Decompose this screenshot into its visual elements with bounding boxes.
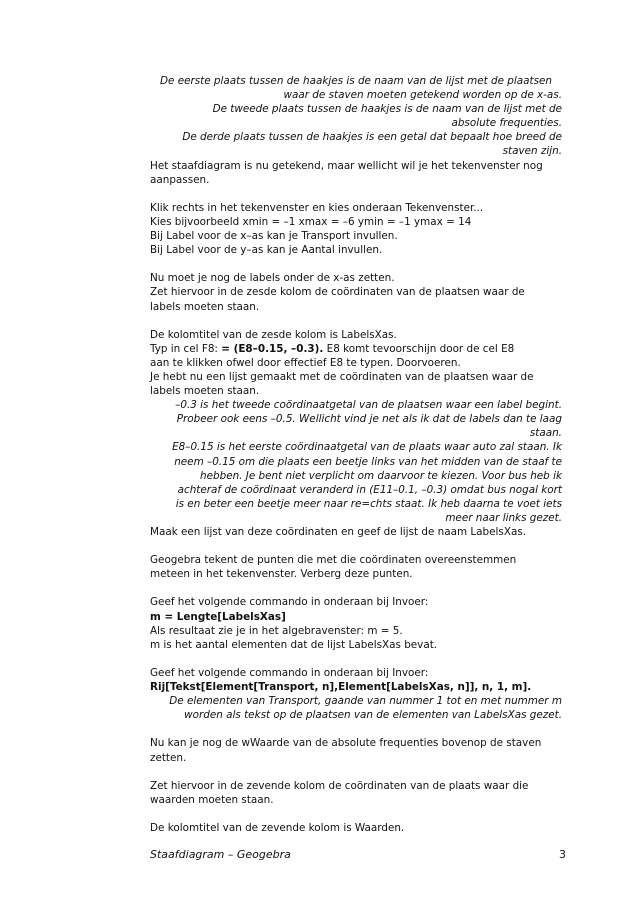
- text-span: Kies bijvoorbeeld xmin = –1 xmax = –6 ymin = –1 ymax = 14: [150, 215, 472, 228]
- text-line: [150, 680, 562, 694]
- text-line: [150, 638, 562, 652]
- text-span: aanpassen.: [150, 173, 210, 186]
- text-span: De eerste plaats tussen de haakjes is de naam van de lijst met de plaatsen: [160, 75, 552, 87]
- text-line: [150, 511, 562, 525]
- text-line: [150, 736, 562, 750]
- text-span: De kolomtitel van de zevende kolom is Waarden.: [150, 821, 405, 834]
- text-span: staven zijn.: [502, 145, 562, 158]
- text-span: Zet hiervoor in de zesde kolom de coördinaten van de plaatsen waar de: [150, 286, 525, 299]
- paragraph-gap: [150, 807, 562, 821]
- text-span: achteraf de coördinaat veranderd in (E11–0.1, –0.3) omdat bus nogal kort: [177, 483, 562, 496]
- text-span: Maak een lijst van deze coördinaten en geef de lijst de naam LabelsXas.: [150, 526, 527, 538]
- text-span: Je hebt nu een lijst gemaakt met de coördinaten van de plaatsen waar de: [150, 370, 534, 383]
- text-span: Het staafdiagram is nu getekend, maar wellicht wil je het tekenvenster nog: [150, 159, 543, 172]
- text-span: Probeer ook eens –0.5. Wellicht vind je net als ik dat de labels dan te laag: [176, 413, 562, 426]
- text-span: Geef het volgende commando in onderaan bij Invoer:: [150, 596, 429, 609]
- text-line: [150, 370, 562, 384]
- text-line: [150, 102, 562, 116]
- text-line: [150, 74, 562, 88]
- text-line: [150, 342, 562, 356]
- text-line: [150, 116, 562, 130]
- text-line: [150, 525, 562, 539]
- text-span: Geogebra tekent de punten die met die coördinaten overeenstemmen: [150, 554, 517, 567]
- text-span: De kolomtitel van de zesde kolom is LabelsXas.: [150, 328, 397, 341]
- text-line: [150, 243, 562, 257]
- text-line: [150, 553, 562, 567]
- text-span: Zet hiervoor in de zevende kolom de coördinaten van de plaats waar die: [150, 779, 529, 792]
- text-line: [150, 793, 562, 807]
- paragraph-gap: [150, 722, 562, 736]
- text-span: labels moeten staan.: [150, 385, 260, 398]
- text-span: De elementen van Transport, gaande van nummer 1 tot en met nummer m: [169, 695, 562, 708]
- text-line: [150, 440, 562, 454]
- text-line: [150, 483, 562, 497]
- paragraph-gap: [150, 652, 562, 666]
- text-line: [150, 455, 562, 469]
- text-span: waar de staven moeten getekend worden op de x-as.: [283, 89, 562, 102]
- page-number: 3: [559, 848, 566, 861]
- text-line: [150, 426, 562, 440]
- paragraph-gap: [150, 765, 562, 779]
- text-span: aan te klikken ofwel door effectief E8 te typen. Doorvoeren.: [150, 356, 461, 369]
- text-line: [150, 130, 562, 144]
- text-line: [150, 666, 562, 680]
- text-span: hebben. Je bent niet verplicht om daarvoor te kiezen. Voor bus heb ik: [200, 469, 562, 482]
- text-span: E8–0.15 is het eerste coördinaatgetal van de plaats waar auto zal staan. Ik: [172, 441, 562, 454]
- text-line: [150, 624, 562, 638]
- text-span: Nu kan je nog de wWaarde van de absolute frequenties bovenop de staven: [150, 737, 542, 750]
- text-line: [150, 595, 562, 609]
- text-span: meteen in het tekenvenster. Verberg deze punten.: [150, 568, 413, 581]
- text-span: m is het aantal elementen dat de lijst LabelsXas bevat.: [150, 638, 438, 651]
- text-line: [150, 610, 562, 624]
- text-span: De derde plaats tussen de haakjes is een getal dat bepaalt hoe breed de: [182, 131, 562, 144]
- text-span: staan.: [529, 427, 562, 440]
- paragraph-gap: [150, 539, 562, 553]
- text-span: E8 komt tevoorschijn door de cel E8: [323, 342, 515, 355]
- text-span: worden als tekst op de plaatsen van de elementen van LabelsXas gezet.: [184, 709, 562, 722]
- document-body: [150, 74, 562, 835]
- text-span: Klik rechts in het tekenvenster en kies onderaan Tekenvenster...: [150, 201, 484, 214]
- text-line: [150, 821, 562, 835]
- text-line: [150, 779, 562, 793]
- text-line: [150, 567, 562, 581]
- text-span: meer naar links gezet.: [445, 511, 562, 524]
- text-span: labels moeten staan.: [150, 300, 260, 313]
- text-span: neem –0.15 om die plaats een beetje links van het midden van de staaf te: [174, 455, 562, 468]
- text-span: –0.3 is het tweede coördinaatgetal van de plaatsen waar een label begint.: [175, 399, 562, 412]
- text-line: [150, 497, 562, 511]
- text-span: De tweede plaats tussen de haakjes is de naam van de lijst met de: [212, 103, 562, 116]
- page-footer: [150, 848, 566, 861]
- text-line: [150, 412, 562, 426]
- text-line: [150, 469, 562, 483]
- paragraph-gap: [150, 257, 562, 271]
- text-line: [150, 144, 562, 158]
- text-span: Bij Label voor de x–as kan je Transport invullen.: [150, 230, 398, 243]
- text-span: Nu moet je nog de labels onder de x-as zetten.: [150, 272, 395, 285]
- text-span: Als resultaat zie je in het algebravenster: m = 5.: [150, 624, 403, 637]
- text-line: [150, 285, 562, 299]
- paragraph-gap: [150, 187, 562, 201]
- footer-title: Staafdiagram – Geogebra: [150, 848, 291, 861]
- text-line: [150, 88, 562, 102]
- text-line: [150, 173, 562, 187]
- text-span: waarden moeten staan.: [150, 793, 274, 806]
- paragraph-gap: [150, 314, 562, 328]
- text-span: Geef het volgende commando in onderaan bij Invoer:: [150, 666, 429, 679]
- bold-command: Rij[Tekst[Element[Transport, n],Element[LabelsXas, n]], n, 1, m].: [150, 681, 532, 694]
- text-line: [150, 300, 562, 314]
- text-line: [150, 694, 562, 708]
- text-line: [150, 328, 562, 342]
- text-line: [150, 229, 562, 243]
- text-span: is en beter een beetje meer naar re=chts staat. Ik heb daarna te voet iets: [175, 497, 562, 510]
- text-span: zetten.: [150, 751, 187, 764]
- text-span: absolute frequenties.: [451, 117, 562, 130]
- text-line: [150, 751, 562, 765]
- text-line: [150, 384, 562, 398]
- text-line: [150, 708, 562, 722]
- text-line: [150, 201, 562, 215]
- text-line: [150, 215, 562, 229]
- text-line: [150, 159, 562, 173]
- text-line: [150, 398, 562, 412]
- text-line: [150, 271, 562, 285]
- text-line: [150, 356, 562, 370]
- bold-command: = (E8–0.15, –0.3).: [221, 342, 324, 355]
- bold-command: m = Lengte[LabelsXas]: [150, 610, 286, 623]
- text-span: Bij Label voor de y–as kan je Aantal invullen.: [150, 244, 383, 257]
- text-span: Typ in cel F8:: [150, 342, 222, 355]
- paragraph-gap: [150, 581, 562, 595]
